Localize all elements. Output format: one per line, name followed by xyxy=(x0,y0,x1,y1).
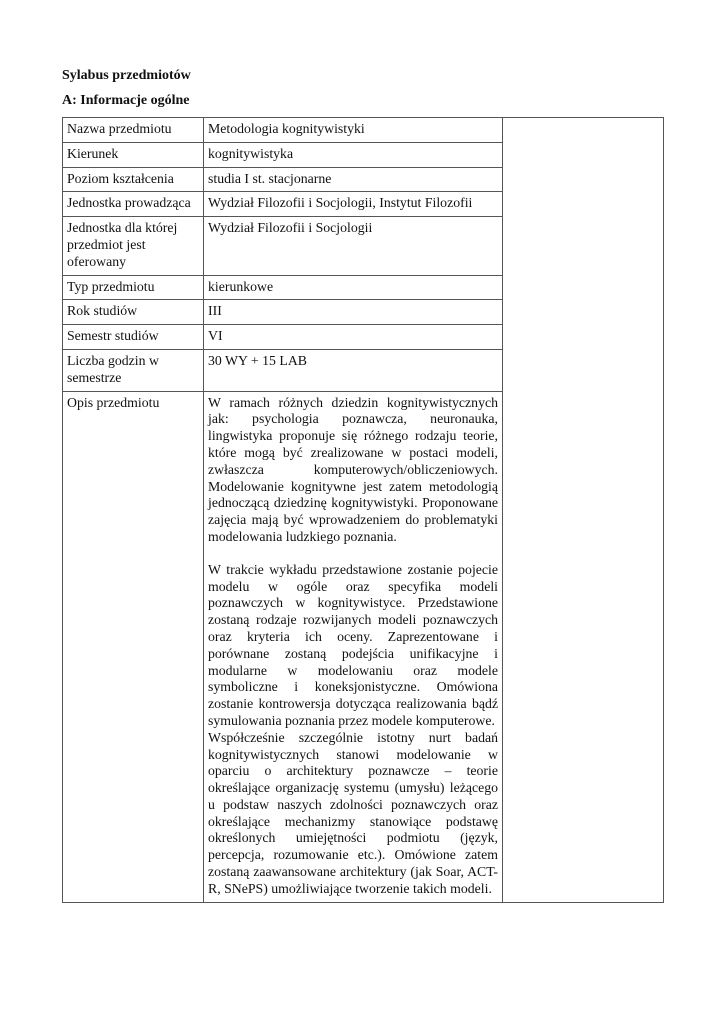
row-label: Opis przedmiotu xyxy=(63,391,204,902)
row-value: 30 WY + 15 LAB xyxy=(204,349,503,391)
row-value: VI xyxy=(204,325,503,350)
description-paragraph: W ramach różnych dziedzin kognitywistycznych jak: psychologia poznawcza, neuronauka, lingwistyka proponuje się różnego rodzaju teorie, które mogą być zrealizowane w postaci modeli, zwłaszcza komputerowych/obliczeniowych. Modelowanie kognitywne jest zatem metodologią jednoczącą dziedzinę kognitywistyki. Proponowane zajęcia mają być wprowadzeniem do problematyki modelowania ludzkiego poznania. xyxy=(208,394,498,544)
syllabus-table xyxy=(62,117,664,903)
row-value: kierunkowe xyxy=(204,275,503,300)
row-value: studia I st. stacjonarne xyxy=(204,167,503,192)
row-label: Kierunek xyxy=(63,142,204,167)
row-label: Nazwa przedmiotu xyxy=(63,118,204,143)
row-label: Poziom kształcenia xyxy=(63,167,204,192)
row-value: Wydział Filozofii i Socjologii xyxy=(204,217,503,275)
description-paragraph: W trakcie wykładu przedstawione zostanie pojecie modelu w ogóle oraz specyfika modeli poznawczych w kognitywistyce. Przedstawione zostaną rodzaje rozwijanych modeli poznawczych oraz kryteria ich oceny. Zaprezentowane i porównane zostaną podejścia unifikacyjne i modularne w modelowaniu oraz modele symboliczne i koneksjonistyczne. Omówiona zostanie kontrowersja dotycząca realizowania bądź symulowania poznania przez modele komputerowe. xyxy=(208,561,498,728)
section-heading: A: Informacje ogólne xyxy=(62,93,190,108)
row-label: Typ przedmiotu xyxy=(63,275,204,300)
row-label: Jednostka prowadząca xyxy=(63,192,204,217)
row-value: Wydział Filozofii i Socjologii, Instytut Filozofii xyxy=(204,192,503,217)
empty-side-column xyxy=(503,118,664,903)
row-label: Jednostka dla której przedmiot jest oferowany xyxy=(63,217,204,275)
row-value: III xyxy=(204,300,503,325)
document-title: Sylabus przedmiotów xyxy=(62,68,191,83)
row-label: Liczba godzin w semestrze xyxy=(63,349,204,391)
table-row xyxy=(63,118,664,143)
row-label: Rok studiów xyxy=(63,300,204,325)
row-label: Semestr studiów xyxy=(63,325,204,350)
description-paragraph: Współcześnie szczególnie istotny nurt badań kognitywistycznych stanowi modelowanie w oparciu o architektury poznawcze – teorie określające organizację systemu (umysłu) leżącego u podstaw naszych zdolności poznawczych oraz określające mechanizmy stanowiące podstawę określonych umiejętności podmiotu (język, percepcja, rozumowanie etc.). Omówione zatem zostaną zaawansowane architektury (jak Soar, ACT-R, SNePS) umożliwiające tworzenie takich modeli. xyxy=(208,729,498,896)
row-value: Metodologia kognitywistyki xyxy=(204,118,503,143)
row-value: kognitywistyka xyxy=(204,142,503,167)
course-description xyxy=(204,391,503,902)
